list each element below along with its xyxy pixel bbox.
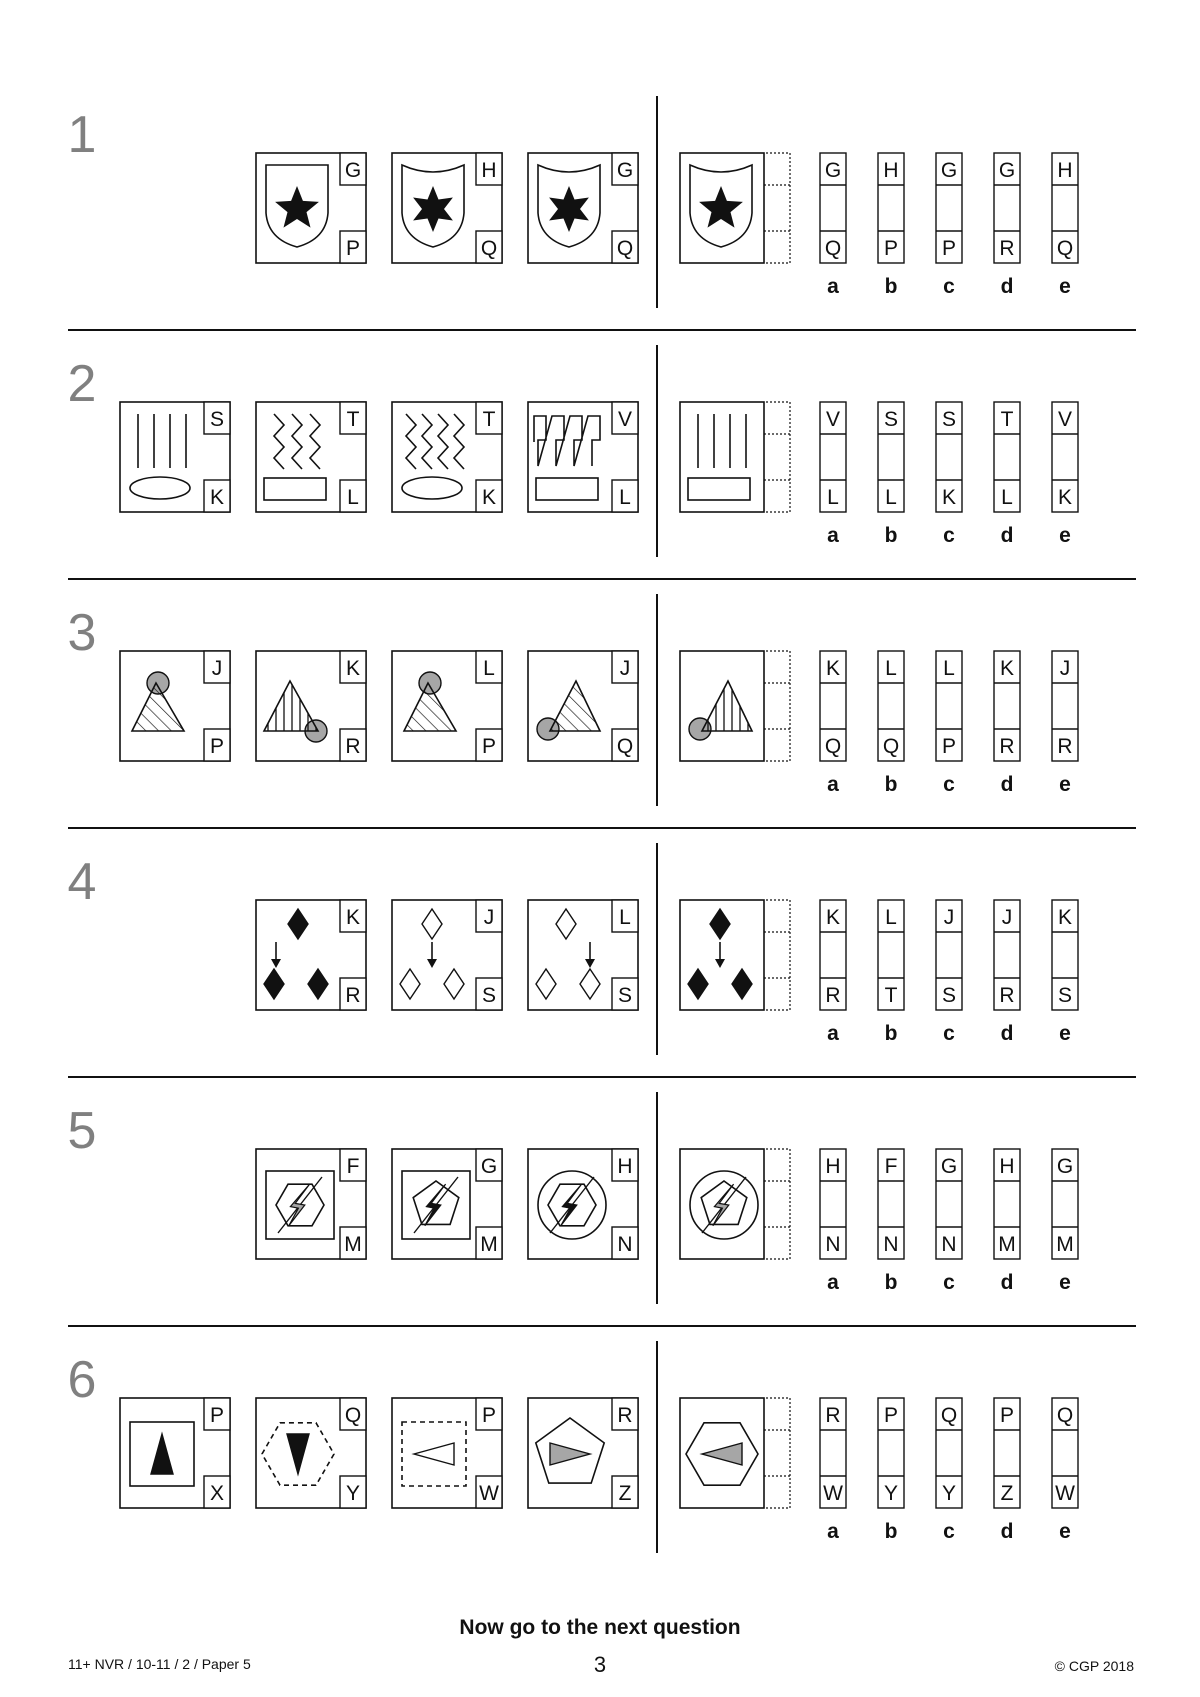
option-bottom-letter: P: [941, 735, 957, 758]
option-bottom-letter: Z: [1000, 1482, 1014, 1505]
figure-top-letter: G: [616, 159, 634, 182]
option-bottom-letter: Q: [824, 735, 842, 758]
figure-bottom-letter: W: [479, 1482, 499, 1505]
option-top-letter: K: [1057, 906, 1073, 929]
question-number: 1: [67, 106, 97, 164]
answer-option-e[interactable]: [1052, 1398, 1078, 1543]
answer-option-b[interactable]: [878, 1398, 904, 1543]
question-number: 5: [67, 1102, 97, 1160]
answer-option-a[interactable]: [820, 1398, 846, 1543]
option-top-letter: F: [884, 1155, 898, 1178]
option-letter: c: [943, 524, 955, 547]
figure-top-letter: J: [211, 657, 223, 680]
option-letter: a: [827, 275, 839, 298]
option-top-letter: R: [825, 1404, 841, 1427]
option-letter: c: [943, 275, 955, 298]
answer-option-c[interactable]: [936, 1149, 962, 1294]
option-bottom-letter: R: [999, 237, 1015, 260]
figure-bottom-letter: P: [209, 735, 225, 758]
option-top-letter: J: [943, 906, 955, 929]
option-letter: d: [1000, 1271, 1014, 1294]
figure-top-letter: S: [209, 408, 225, 431]
answer-option-d[interactable]: [994, 1149, 1020, 1294]
answer-option-b[interactable]: [878, 1149, 904, 1294]
figure-2: [256, 402, 366, 512]
question-5: [68, 1092, 1136, 1326]
option-top-letter: Q: [1056, 1404, 1074, 1427]
option-bottom-letter: K: [1057, 486, 1073, 509]
option-top-letter: J: [1059, 657, 1071, 680]
figure-bottom-letter: Z: [618, 1482, 632, 1505]
target-figure: [680, 153, 790, 263]
option-bottom-letter: L: [1001, 486, 1013, 509]
option-bottom-letter: R: [999, 984, 1015, 1007]
paper-code: 11+ NVR / 10-11 / 2 / Paper 5: [68, 1656, 251, 1672]
answer-option-a[interactable]: [820, 153, 846, 298]
figure-top-letter: H: [617, 1155, 633, 1178]
target-figure: [680, 651, 790, 761]
option-bottom-letter: N: [825, 1233, 841, 1256]
option-letter: e: [1059, 1520, 1071, 1543]
option-bottom-letter: S: [941, 984, 957, 1007]
option-bottom-letter: Q: [1056, 237, 1074, 260]
figure-top-letter: L: [619, 906, 631, 929]
figure-bottom-letter: P: [481, 735, 497, 758]
answer-option-b[interactable]: [878, 900, 904, 1045]
option-letter: e: [1059, 524, 1071, 547]
figure-bottom-letter: Q: [480, 237, 498, 260]
answer-option-d[interactable]: [994, 900, 1020, 1045]
option-top-letter: H: [1057, 159, 1073, 182]
option-letter: c: [943, 1271, 955, 1294]
option-bottom-letter: S: [1057, 984, 1073, 1007]
option-bottom-letter: R: [1057, 735, 1073, 758]
option-top-letter: V: [825, 408, 841, 431]
target-figure: [680, 1398, 790, 1508]
answer-option-e[interactable]: [1052, 900, 1078, 1045]
option-bottom-letter: T: [884, 984, 898, 1007]
option-bottom-letter: P: [941, 237, 957, 260]
figure-bottom-letter: R: [345, 984, 361, 1007]
figure-bottom-letter: L: [619, 486, 631, 509]
answer-option-b[interactable]: [878, 402, 904, 547]
option-letter: d: [1000, 1520, 1014, 1543]
question-6: [68, 1341, 1078, 1553]
question-3: [68, 594, 1136, 828]
answer-option-c[interactable]: [936, 153, 962, 298]
figure-top-letter: T: [482, 408, 496, 431]
option-letter: b: [884, 275, 898, 298]
answer-option-c[interactable]: [936, 402, 962, 547]
option-letter: a: [827, 1022, 839, 1045]
figure-bottom-letter: K: [209, 486, 225, 509]
option-bottom-letter: W: [823, 1482, 843, 1505]
option-top-letter: T: [1000, 408, 1014, 431]
answer-option-d[interactable]: [994, 402, 1020, 547]
option-top-letter: P: [999, 1404, 1015, 1427]
question-1: [68, 96, 1136, 330]
figure-top-letter: K: [345, 657, 361, 680]
figure-3: [528, 1149, 638, 1259]
option-bottom-letter: M: [998, 1233, 1016, 1256]
figure-top-letter: J: [619, 657, 631, 680]
figure-top-letter: P: [481, 1404, 497, 1427]
option-top-letter: Q: [940, 1404, 958, 1427]
figure-top-letter: Q: [344, 1404, 362, 1427]
answer-option-a[interactable]: [820, 900, 846, 1045]
option-top-letter: G: [824, 159, 842, 182]
question-number: 2: [67, 355, 97, 413]
answer-option-e[interactable]: [1052, 651, 1078, 796]
option-top-letter: H: [883, 159, 899, 182]
figure-3: [392, 651, 502, 761]
question-number: 3: [67, 604, 97, 662]
option-top-letter: L: [885, 906, 897, 929]
option-bottom-letter: Y: [941, 1482, 957, 1505]
option-letter: c: [943, 773, 955, 796]
question-number: 6: [67, 1351, 97, 1409]
figure-3: [528, 153, 638, 263]
option-bottom-letter: R: [825, 984, 841, 1007]
option-top-letter: K: [999, 657, 1015, 680]
option-top-letter: V: [1057, 408, 1073, 431]
option-letter: d: [1000, 524, 1014, 547]
figure-2: [256, 651, 366, 761]
answer-option-b[interactable]: [878, 651, 904, 796]
figure-top-letter: R: [617, 1404, 633, 1427]
figure-top-letter: F: [346, 1155, 360, 1178]
figure-bottom-letter: Q: [616, 237, 634, 260]
figure-bottom-letter: M: [344, 1233, 362, 1256]
option-top-letter: S: [883, 408, 899, 431]
question-number: 4: [67, 853, 97, 911]
option-bottom-letter: L: [827, 486, 839, 509]
option-letter: a: [827, 1271, 839, 1294]
option-letter: d: [1000, 1022, 1014, 1045]
figure-top-letter: T: [346, 408, 360, 431]
next-question-note: Now go to the next question: [459, 1616, 741, 1639]
figure-1: [120, 1398, 230, 1508]
option-letter: a: [827, 524, 839, 547]
figure-bottom-letter: Q: [616, 735, 634, 758]
figure-bottom-letter: N: [617, 1233, 633, 1256]
figure-bottom-letter: L: [347, 486, 359, 509]
option-top-letter: P: [883, 1404, 899, 1427]
option-top-letter: K: [825, 906, 841, 929]
figure-bottom-letter: S: [617, 984, 633, 1007]
option-top-letter: G: [940, 159, 958, 182]
option-top-letter: H: [999, 1155, 1015, 1178]
option-bottom-letter: Q: [882, 735, 900, 758]
option-letter: e: [1059, 1022, 1071, 1045]
figure-4: [528, 651, 638, 761]
option-top-letter: H: [825, 1155, 841, 1178]
figure-2: [392, 1149, 502, 1259]
option-letter: b: [884, 524, 898, 547]
question-4: [68, 843, 1136, 1077]
option-bottom-letter: N: [883, 1233, 899, 1256]
option-letter: a: [827, 1520, 839, 1543]
figure-3: [392, 1398, 502, 1508]
option-top-letter: L: [885, 657, 897, 680]
figure-2: [256, 1398, 366, 1508]
target-figure: [680, 1149, 790, 1259]
option-letter: c: [943, 1520, 955, 1543]
answer-option-d[interactable]: [994, 153, 1020, 298]
figure-top-letter: J: [483, 906, 495, 929]
answer-option-e[interactable]: [1052, 1149, 1078, 1294]
option-letter: e: [1059, 1271, 1071, 1294]
option-top-letter: L: [943, 657, 955, 680]
answer-option-a[interactable]: [820, 1149, 846, 1294]
option-top-letter: G: [940, 1155, 958, 1178]
figure-3: [528, 900, 638, 1010]
figure-1: [120, 402, 230, 512]
figure-bottom-letter: K: [481, 486, 497, 509]
figure-top-letter: V: [617, 408, 633, 431]
option-top-letter: K: [825, 657, 841, 680]
figure-2: [392, 900, 502, 1010]
option-top-letter: G: [1056, 1155, 1074, 1178]
figure-top-letter: G: [344, 159, 362, 182]
figure-top-letter: H: [481, 159, 497, 182]
figure-3: [392, 402, 502, 512]
copyright: © CGP 2018: [1054, 1658, 1134, 1674]
option-letter: d: [1000, 275, 1014, 298]
figure-bottom-letter: X: [209, 1482, 225, 1505]
figure-4: [528, 1398, 638, 1508]
option-bottom-letter: W: [1055, 1482, 1075, 1505]
figure-1: [120, 651, 230, 761]
option-letter: c: [943, 1022, 955, 1045]
figure-top-letter: L: [483, 657, 495, 680]
option-letter: e: [1059, 275, 1071, 298]
figure-bottom-letter: S: [481, 984, 497, 1007]
figure-bottom-letter: M: [480, 1233, 498, 1256]
option-bottom-letter: M: [1056, 1233, 1074, 1256]
target-figure: [680, 900, 790, 1010]
option-bottom-letter: N: [941, 1233, 957, 1256]
answer-option-a[interactable]: [820, 651, 846, 796]
option-bottom-letter: P: [883, 237, 899, 260]
answer-option-b[interactable]: [878, 153, 904, 298]
option-letter: b: [884, 1520, 898, 1543]
option-letter: b: [884, 773, 898, 796]
figure-top-letter: K: [345, 906, 361, 929]
figure-top-letter: P: [209, 1404, 225, 1427]
option-letter: b: [884, 1271, 898, 1294]
option-letter: b: [884, 1022, 898, 1045]
option-top-letter: G: [998, 159, 1016, 182]
answer-option-d[interactable]: [994, 651, 1020, 796]
figure-4: [528, 402, 638, 512]
figure-1: [256, 900, 366, 1010]
option-letter: a: [827, 773, 839, 796]
answer-option-e[interactable]: [1052, 402, 1078, 547]
figure-top-letter: G: [480, 1155, 498, 1178]
answer-option-c[interactable]: [936, 900, 962, 1045]
option-top-letter: S: [941, 408, 957, 431]
option-top-letter: J: [1001, 906, 1013, 929]
option-letter: e: [1059, 773, 1071, 796]
answer-option-c[interactable]: [936, 1398, 962, 1543]
figure-bottom-letter: P: [345, 237, 361, 260]
option-bottom-letter: K: [941, 486, 957, 509]
figure-1: [256, 153, 366, 263]
option-bottom-letter: L: [885, 486, 897, 509]
figure-bottom-letter: Y: [345, 1482, 361, 1505]
option-bottom-letter: Q: [824, 237, 842, 260]
answer-option-d[interactable]: [994, 1398, 1020, 1543]
answer-option-a[interactable]: [820, 402, 846, 547]
answer-option-c[interactable]: [936, 651, 962, 796]
figure-1: [256, 1149, 366, 1259]
question-2: [68, 345, 1136, 579]
answer-option-e[interactable]: [1052, 153, 1078, 298]
option-bottom-letter: R: [999, 735, 1015, 758]
target-figure: [680, 402, 790, 512]
page-number: 3: [593, 1652, 607, 1677]
option-letter: d: [1000, 773, 1014, 796]
option-bottom-letter: Y: [883, 1482, 899, 1505]
figure-2: [392, 153, 502, 263]
figure-bottom-letter: R: [345, 735, 361, 758]
